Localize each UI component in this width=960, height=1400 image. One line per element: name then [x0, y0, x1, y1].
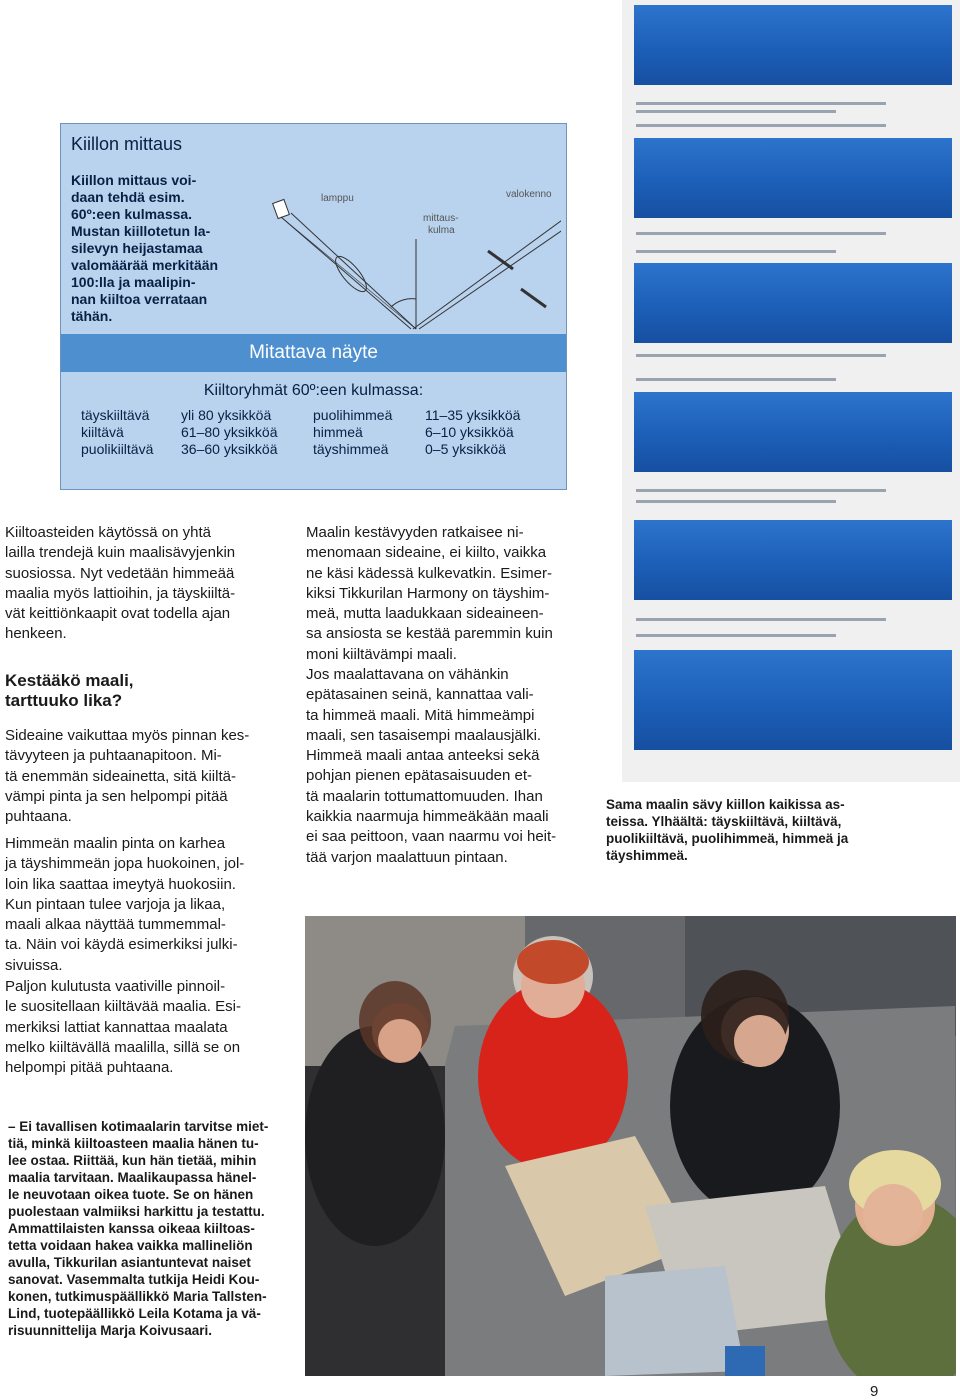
- groups-left-names: täyskiiltävä kiiltävä puolikiiltävä: [81, 407, 154, 457]
- sample-label: Mitattava näyte: [249, 342, 378, 363]
- swatch-gloss: [634, 138, 952, 218]
- box-title: Kiillon mittaus: [71, 134, 183, 154]
- swatch-label-blur: [636, 232, 886, 235]
- gloss-measurement-box: [60, 123, 567, 490]
- column1-paragraph2: Sideaine vaikuttaa myös pinnan kes- tävyyteen ja puhtaanapitoon. Mi- tä enemmän sideainetta, sitä kiiltä- vämpi pinta ja sen helpompi pitää puhtaana.: [5, 727, 250, 826]
- swatch-label-blur: [636, 618, 886, 621]
- angle-label-line2: kulma: [428, 225, 455, 236]
- column1-paragraph1: Kiiltoasteiden käytössä on yhtä lailla trendejä kuin maalisävyjenkin suosiossa. Nyt vedetään himmeää maalia myös lattioihin, ja täyskiiltä- vät keittiönkaapit ovat todella ajan henkeen.: [5, 524, 236, 643]
- photo-caption: – Ei tavallisen kotimaalarin tarvitse miet- tiä, minkä kiiltoasteen maalia hänen tu- lee ostaa. Riittää, kun hän tietää, mihin maalia tarvitaan. Maalikaupassa hänel- le neuvotaan oikea tuote. Se on hänen puolestaan valmiiksi harkittu ja testattu. Ammattilaisten kanssa oikeaa kiiltoas- tetta voidaan hakea vaikka mallineliön avulla, Tikkurilan asiantuntevat naiset sanovat. Vasemmalta tutkija Heidi Kou- konen, tutkimuspäällikkö Maria Tallsten- Lind, tuotepäällikkö Leila Kotama ja vä- risuunnittelija Marja Koivusaari.: [8, 1119, 269, 1338]
- swatch-semi-matt: [634, 392, 952, 472]
- lamp-label: lamppu: [321, 193, 354, 204]
- angle-label-line1: mittaus-: [423, 213, 459, 224]
- groups-right-names: puolihimmeä himmeä täyshimmeä: [313, 407, 393, 457]
- team-photo-illustration: [305, 916, 956, 1376]
- swatch-full-matt: [634, 650, 952, 750]
- column2-paragraph1: Maalin kestävyyden ratkaisee ni- menomaan sideaine, ei kiilto, vaikka ne käsi kädessä kulkevatkin. Esimer- kiksi Tikkurilan Harmony on täyshim- meä, mutta laadukkaan sideaineen- sa ansiosta se kestää paremmin kuin moni kiiltävämpi maali.: [306, 524, 553, 663]
- swatch-label-blur: [636, 489, 886, 492]
- groups-left-ranges: yli 80 yksikköä 61–80 yksikköä 36–60 yksikköä: [181, 407, 278, 457]
- swatch-label-blur: [636, 378, 836, 381]
- swatch-label-blur: [636, 124, 886, 127]
- lamp-icon: [273, 199, 290, 218]
- section-heading: Kestääkö maali, tarttuuko lika?: [5, 671, 134, 710]
- swatch-label-blur: [636, 102, 886, 105]
- swatch-label-blur: [636, 250, 836, 253]
- box-intro: Kiillon mittaus voi- daan tehdä esim. 60º:een kulmassa. Mustan kiillotetun la- silevyn heijastamaa valomäärää merkitään 100:lla ja maalipin- nan kiiltoa verrataan tähän.: [71, 172, 219, 324]
- column2-paragraph2: Jos maalattavana on vähänkin epätasainen seinä, kannattaa vali- ta himmeä maali. Mitä himmeämpi maali, sen tasaisempi maalausjälki. Himmeä maali antaa anteeksi sekä pohjan pienen epätasaisuuden et- tä maalarin tottumattomuuden. Ihan kaikkia naarmuja himmeäkään maali ei saa peittoon, vaan naarmu voi heit- tää varjon maalattuun pintaan.: [306, 666, 557, 866]
- page-number: 9: [870, 1383, 879, 1400]
- swatch-full-gloss: [634, 5, 952, 85]
- swatch-semi-gloss: [634, 263, 952, 343]
- gloss-meter-diagram: [251, 179, 561, 334]
- swatch-label-blur: [636, 634, 836, 637]
- gloss-groups-title: Kiiltoryhmät 60º:een kulmassa:: [203, 382, 424, 399]
- column1-paragraph3: Himmeän maalin pinta on karhea ja täyshimmeän jopa huokoinen, jol- loin lika saattaa imeytyä huokosiin. Kun pintaan tulee varjoja ja likaa, maali alkaa näyttää tummemmal- ta. Näin voi käydä esimerkiksi julki- sivuissa.: [5, 835, 245, 974]
- sensor-label: valokenno: [506, 189, 552, 200]
- swatch-label-blur: [636, 500, 836, 503]
- swatch-matt: [634, 520, 952, 600]
- swatch-label-blur: [636, 110, 836, 113]
- gloss-swatch-photo: [622, 0, 960, 782]
- groups-right-ranges: 11–35 yksikköä 6–10 yksikköä 0–5 yksikköä: [425, 407, 521, 457]
- swatch-label-blur: [636, 354, 886, 357]
- swatch-caption: Sama maalin sävy kiillon kaikissa as- teissa. Ylhäältä: täyskiiltävä, kiiltävä, puolikiiltävä, puolihimmeä, himmeä ja täyshimmeä.: [606, 797, 849, 863]
- team-photo: [305, 916, 956, 1376]
- column1-paragraph4: Paljon kulutusta vaativille pinnoil- le suositellaan kiiltävää maalia. Esi- merkiksi lattiat kannattaa maalata melko kiiltävällä maalilla, sillä se on helpompi pitää puhtaana.: [5, 978, 241, 1077]
